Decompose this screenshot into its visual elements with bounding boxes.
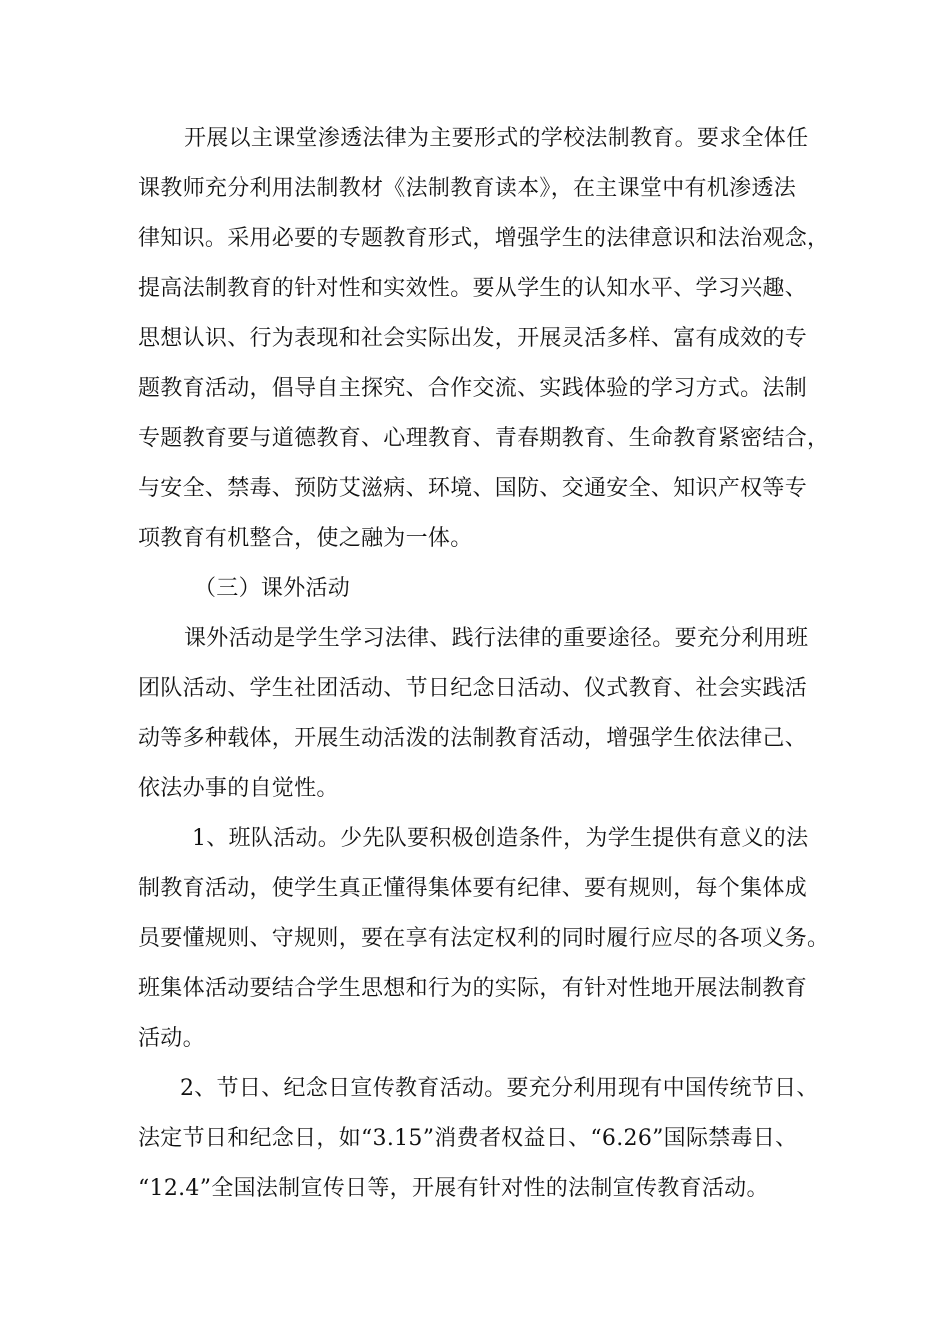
text-line: 制教育活动，使学生真正懂得集体要有纪律、要有规则，每个集体成 (138, 876, 808, 901)
text-line: 项教育有机整合，使之融为一体。 (138, 526, 473, 551)
text-line: 依法办事的自觉性。 (138, 776, 339, 801)
text-line: 题教育活动，倡导自主探究、合作交流、实践体验的学习方式。法制 (138, 376, 808, 401)
section-heading: （三）课外活动 (194, 576, 351, 601)
text-line: 提高法制教育的针对性和实效性。要从学生的认知水平、学习兴趣、 (138, 276, 808, 301)
text-line: 团队活动、学生社团活动、节日纪念日活动、仪式教育、社会实践活 (138, 676, 808, 701)
text-line: 班集体活动要结合学生思想和行为的实际，有针对性地开展法制教育 (138, 976, 808, 1001)
text-line: 员要懂规则、守规则，要在享有法定权利的同时履行应尽的各项义务。 (138, 926, 830, 951)
text-line: 律知识。采用必要的专题教育形式，增强学生的法律意识和法治观念， (138, 226, 830, 251)
text-line: 专题教育要与道德教育、心理教育、青春期教育、生命教育紧密结合， (138, 426, 830, 451)
text-line: 课教师充分利用法制教材《法制教育读本》，在主课堂中有机渗透法 (138, 176, 797, 201)
text-line: 2、节日、纪念日宣传教育活动。要充分利用现有中国传统节日、 (180, 1076, 819, 1101)
text-line: 1、班队活动。少先队要积极创造条件，为学生提供有意义的法 (192, 826, 809, 851)
text-line: 与安全、禁毒、预防艾滋病、环境、国防、交通安全、知识产权等专 (138, 476, 808, 501)
text-line: 思想认识、行为表现和社会实际出发，开展灵活多样、富有成效的专 (138, 326, 808, 351)
text-line: “12.4”全国法制宣传日等，开展有针对性的法制宣传教育活动。 (138, 1176, 769, 1201)
text-line: 活动。 (138, 1026, 205, 1051)
text-line: 法定节日和纪念日，如“3.15”消费者权益日、“6.26”国际禁毒日、 (138, 1126, 798, 1151)
text-line: 课外活动是学生学习法律、践行法律的重要途径。要充分利用班 (184, 626, 809, 651)
text-line: 开展以主课堂渗透法律为主要形式的学校法制教育。要求全体任 (184, 126, 809, 151)
text-line: 动等多种载体，开展生动活泼的法制教育活动，增强学生依法律己、 (138, 726, 808, 751)
